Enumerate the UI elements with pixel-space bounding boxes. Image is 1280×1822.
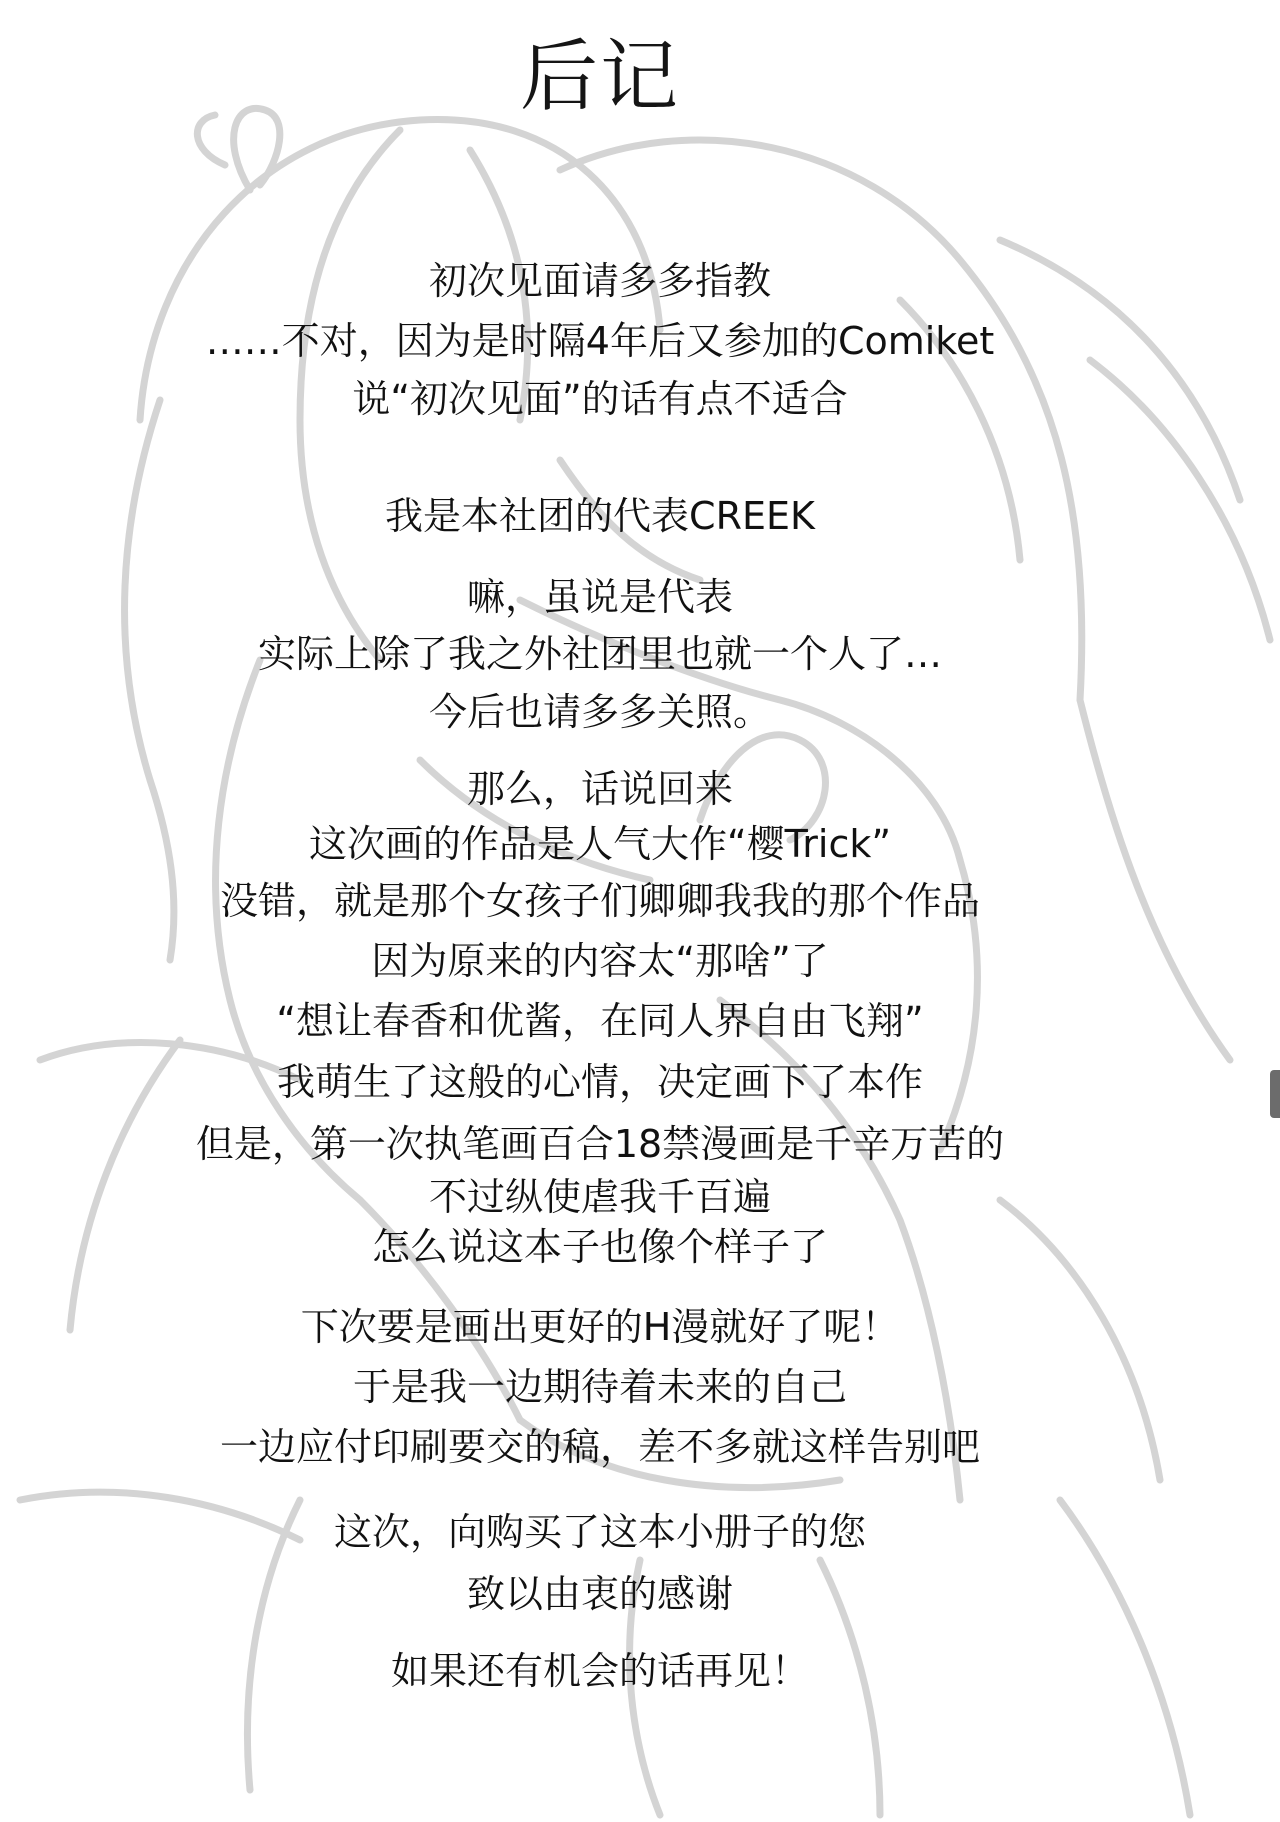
afterword-line-3: 说“初次见面”的话有点不适合 xyxy=(352,377,848,421)
afterword-line-13: 我萌生了这般的心情，决定画下了本作 xyxy=(276,1060,923,1104)
afterword-line-22: 如果还有机会的话再见！ xyxy=(390,1649,809,1693)
afterword-line-19: 一边应付印刷要交的稿，差不多就这样告别吧 xyxy=(219,1425,980,1469)
afterword-line-11: 因为原来的内容太“那啥”了 xyxy=(371,939,829,983)
afterword-line-14: 但是，第一次执笔画百合18禁漫画是千辛万苦的 xyxy=(195,1122,1005,1166)
afterword-line-9: 这次画的作品是人气大作“樱Trick” xyxy=(308,822,892,866)
afterword-line-7: 今后也请多多关照。 xyxy=(428,690,771,734)
afterword-line-5: 嘛，虽说是代表 xyxy=(466,575,733,619)
afterword-line-16: 怎么说这本子也像个样子了 xyxy=(371,1225,828,1269)
afterword-line-1: 初次见面请多多指教 xyxy=(428,259,771,303)
afterword-line-15: 不过纵使虐我千百遍 xyxy=(428,1175,771,1219)
page-edge-tab xyxy=(1270,1070,1280,1118)
afterword-line-10: 没错，就是那个女孩子们卿卿我我的那个作品 xyxy=(219,879,980,923)
afterword-line-17: 下次要是画出更好的H漫就好了呢！ xyxy=(300,1305,900,1349)
afterword-line-12: “想让春香和优酱，在同人界自由飞翔” xyxy=(276,999,924,1043)
afterword-line-6: 实际上除了我之外社团里也就一个人了… xyxy=(257,632,942,676)
page-title: 后记 xyxy=(519,32,680,122)
afterword-line-8: 那么，话说回来 xyxy=(466,767,733,811)
afterword-line-4: 我是本社团的代表CREEK xyxy=(385,494,815,538)
afterword-line-21: 致以由衷的感谢 xyxy=(466,1572,733,1616)
afterword-line-2: ……不对，因为是时隔4年后又参加的Comiket xyxy=(205,319,995,363)
afterword-line-18: 于是我一边期待着未来的自己 xyxy=(352,1365,847,1409)
afterword-line-20: 这次，向购买了这本小册子的您 xyxy=(333,1510,866,1554)
